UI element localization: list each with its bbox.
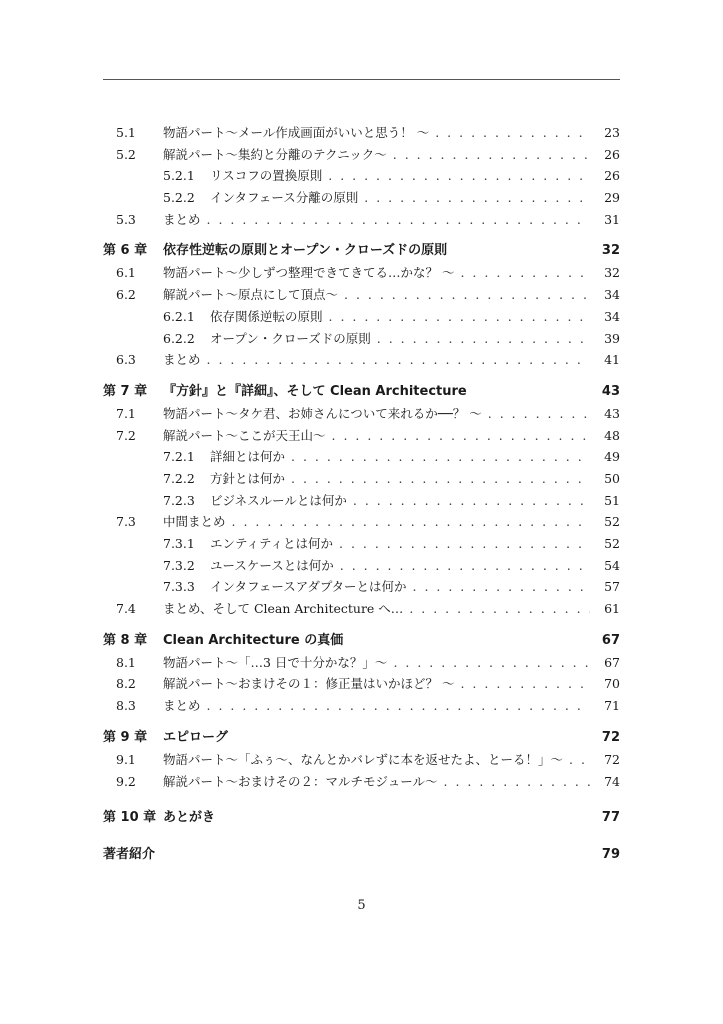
page-ref: 26 bbox=[604, 146, 620, 162]
leader-dots bbox=[328, 165, 590, 187]
section-title: 解説パート〜集約と分離のテクニック〜 bbox=[163, 144, 393, 166]
toc-chapter[interactable] bbox=[103, 630, 620, 652]
leader-dots bbox=[488, 403, 590, 425]
toc-chapter[interactable] bbox=[103, 807, 620, 829]
page-ref: 72 bbox=[604, 751, 620, 767]
section-title: 中間まとめ bbox=[163, 511, 232, 533]
page-ref: 39 bbox=[604, 330, 620, 346]
section-number: 7.2.1 bbox=[163, 449, 195, 465]
section-number: 6.2 bbox=[116, 287, 136, 303]
section-title: 解説パート〜おまけその２：マルチモジュール〜 bbox=[163, 771, 444, 793]
page-ref: 77 bbox=[601, 810, 620, 826]
section-number: 6.2.2 bbox=[163, 330, 195, 346]
section-title: エンティティとは何か bbox=[210, 533, 339, 555]
chapter-number: 第 9 章 bbox=[103, 729, 148, 745]
section-number: 5.1 bbox=[116, 125, 136, 140]
page-ref: 48 bbox=[604, 427, 620, 443]
leader-dots bbox=[435, 122, 590, 144]
leader-dots bbox=[340, 555, 590, 577]
section-title: リスコフの置換原則 bbox=[210, 165, 328, 187]
page-ref: 52 bbox=[604, 514, 620, 530]
section-number: 7.3.2 bbox=[163, 557, 195, 573]
section-number: 5.2.2 bbox=[163, 190, 195, 206]
section-number: 6.2.1 bbox=[163, 308, 195, 324]
toc-chapter[interactable] bbox=[103, 240, 620, 262]
toc-subsection[interactable] bbox=[103, 533, 620, 555]
page-ref: 32 bbox=[601, 243, 620, 259]
chapter-title: 依存性逆転の原則とオープン・クローズドの原則 bbox=[163, 243, 448, 259]
section-number: 5.2 bbox=[116, 146, 136, 162]
page-ref: 61 bbox=[604, 601, 620, 617]
section-title: オープン・クローズドの原則 bbox=[210, 328, 377, 350]
toc-section[interactable] bbox=[103, 598, 620, 620]
toc-section[interactable] bbox=[103, 122, 620, 144]
page-ref: 57 bbox=[604, 579, 620, 595]
section-title: 物語パート〜「…3 日で十分かな？」〜 bbox=[163, 652, 393, 674]
section-number: 7.3 bbox=[116, 514, 136, 530]
page-ref: 34 bbox=[604, 287, 620, 303]
page-ref: 49 bbox=[604, 449, 620, 465]
chapter-number: 第 10 章 bbox=[103, 810, 157, 826]
section-number: 8.3 bbox=[116, 698, 136, 714]
leader-dots bbox=[207, 209, 590, 231]
toc-section[interactable] bbox=[103, 262, 620, 284]
page-ref: 29 bbox=[604, 190, 620, 206]
leader-dots bbox=[569, 749, 590, 771]
section-title: 物語パート〜少しずつ整理できてきてる…かな？ 〜 bbox=[163, 262, 460, 284]
chapter-number: 第 8 章 bbox=[103, 632, 148, 648]
toc-section[interactable] bbox=[103, 209, 620, 231]
section-number: 8.1 bbox=[116, 654, 136, 670]
toc-subsection[interactable] bbox=[103, 165, 620, 187]
section-title: まとめ、そして Clean Architecture へ… bbox=[163, 598, 409, 620]
leader-dots bbox=[339, 533, 590, 555]
toc-subsection[interactable] bbox=[103, 187, 620, 209]
section-title: 解説パート〜原点にして頂点〜 bbox=[163, 284, 344, 306]
leader-dots bbox=[444, 771, 590, 793]
section-number: 7.3.3 bbox=[163, 579, 195, 595]
section-number: 7.2.3 bbox=[163, 492, 195, 508]
page-ref: 43 bbox=[604, 405, 620, 421]
page-ref: 71 bbox=[604, 698, 620, 714]
toc-chapter[interactable] bbox=[103, 844, 620, 866]
section-number: 7.2.2 bbox=[163, 470, 195, 486]
page-ref: 52 bbox=[604, 536, 620, 551]
section-title: ユースケースとは何か bbox=[210, 555, 340, 577]
page-ref: 41 bbox=[604, 352, 620, 368]
section-number: 9.1 bbox=[116, 751, 136, 767]
toc-section[interactable] bbox=[103, 695, 620, 717]
section-title: インタフェースアダプターとは何か bbox=[210, 576, 413, 598]
section-number: 5.3 bbox=[116, 211, 136, 227]
section-number: 7.3.1 bbox=[163, 536, 195, 551]
page-ref: 51 bbox=[604, 492, 620, 508]
leader-dots bbox=[413, 576, 590, 598]
section-title: まとめ bbox=[163, 695, 207, 717]
page-number: 5 bbox=[357, 898, 366, 913]
toc-chapter[interactable] bbox=[103, 727, 620, 749]
leader-dots bbox=[393, 144, 590, 166]
page-ref: 70 bbox=[604, 676, 620, 692]
section-title: 解説パート〜おまけその１：修正量はいかほど？ 〜 bbox=[163, 673, 460, 695]
toc-section[interactable] bbox=[103, 284, 620, 306]
page-ref: 67 bbox=[604, 654, 620, 670]
chapter-title: あとがき bbox=[163, 810, 216, 826]
section-number: 7.4 bbox=[116, 601, 136, 617]
leader-dots bbox=[460, 262, 590, 284]
section-number: 5.2.1 bbox=[163, 168, 195, 184]
section-title: インタフェース分離の原則 bbox=[210, 187, 364, 209]
chapter-title: 『方針』と『詳細』、そして Clean Architecture bbox=[163, 383, 467, 399]
toc-subsection[interactable] bbox=[103, 468, 620, 490]
toc-section[interactable] bbox=[103, 403, 620, 425]
page-ref: 54 bbox=[604, 557, 620, 573]
leader-dots bbox=[207, 695, 590, 717]
leader-dots bbox=[344, 284, 590, 306]
section-title: まとめ bbox=[163, 209, 207, 231]
toc-section[interactable] bbox=[103, 771, 620, 793]
chapter-title: エピローグ bbox=[163, 729, 229, 745]
header-rule bbox=[103, 79, 620, 80]
leader-dots bbox=[332, 425, 590, 447]
toc-subsection[interactable] bbox=[103, 328, 620, 350]
toc-chapter[interactable] bbox=[103, 381, 620, 403]
leader-dots bbox=[232, 511, 590, 533]
toc-section[interactable] bbox=[103, 511, 620, 533]
page-ref: 23 bbox=[604, 125, 620, 140]
section-number: 7.1 bbox=[116, 405, 136, 421]
page-ref: 34 bbox=[604, 308, 620, 324]
page-ref: 79 bbox=[601, 847, 620, 863]
toc-section[interactable] bbox=[103, 144, 620, 166]
leader-dots bbox=[377, 328, 590, 350]
leader-dots bbox=[329, 306, 590, 328]
section-title: 依存関係逆転の原則 bbox=[210, 306, 329, 328]
page-ref: 43 bbox=[601, 383, 620, 399]
leader-dots bbox=[353, 490, 590, 512]
section-title: ビジネスルールとは何か bbox=[210, 490, 353, 512]
toc-subsection[interactable] bbox=[103, 446, 620, 468]
chapter-number: 第 6 章 bbox=[103, 243, 148, 259]
leader-dots bbox=[393, 652, 590, 674]
leader-dots bbox=[291, 468, 590, 490]
toc-subsection[interactable] bbox=[103, 555, 620, 577]
section-title: 方針とは何か bbox=[210, 468, 291, 490]
toc-section[interactable] bbox=[103, 349, 620, 371]
section-number: 8.2 bbox=[116, 676, 136, 692]
section-number: 9.2 bbox=[116, 773, 136, 789]
toc-section[interactable] bbox=[103, 652, 620, 674]
section-title: 解説パート〜ここが天王山〜 bbox=[163, 425, 332, 447]
leader-dots bbox=[364, 187, 590, 209]
toc-subsection[interactable] bbox=[103, 576, 620, 598]
section-number: 7.2 bbox=[116, 427, 136, 443]
page-ref: 74 bbox=[604, 773, 620, 789]
section-title: 詳細とは何か bbox=[210, 446, 291, 468]
page-ref: 50 bbox=[604, 470, 620, 486]
section-title: 物語パート〜タケ君、お姉さんについて来れるか──？ 〜 bbox=[163, 403, 488, 425]
section-number: 6.3 bbox=[116, 352, 136, 368]
page-ref: 72 bbox=[601, 729, 620, 745]
toc-subsection[interactable] bbox=[103, 490, 620, 512]
leader-dots bbox=[207, 349, 590, 371]
table-of-contents bbox=[103, 122, 620, 866]
chapter-number: 第 7 章 bbox=[103, 383, 148, 399]
section-title: 物語パート〜「ふぅ〜、なんとかバレずに本を返せたよ、とーる！」〜 bbox=[163, 749, 569, 771]
section-number: 6.1 bbox=[116, 265, 136, 281]
leader-dots bbox=[409, 598, 590, 620]
section-title: 物語パート〜メール作成画面がいいと思う！ 〜 bbox=[163, 122, 435, 144]
chapter-title: Clean Architecture の真価 bbox=[163, 632, 344, 648]
section-title: まとめ bbox=[163, 349, 207, 371]
toc-section[interactable] bbox=[103, 749, 620, 771]
chapter-number: 著者紹介 bbox=[103, 847, 156, 863]
page-ref: 32 bbox=[604, 265, 620, 281]
leader-dots bbox=[460, 673, 590, 695]
toc-section[interactable] bbox=[103, 673, 620, 695]
page-ref: 31 bbox=[604, 211, 620, 227]
page-ref: 67 bbox=[601, 632, 620, 648]
toc-subsection[interactable] bbox=[103, 306, 620, 328]
toc-section[interactable] bbox=[103, 425, 620, 447]
leader-dots bbox=[291, 446, 590, 468]
page-ref: 26 bbox=[604, 168, 620, 184]
